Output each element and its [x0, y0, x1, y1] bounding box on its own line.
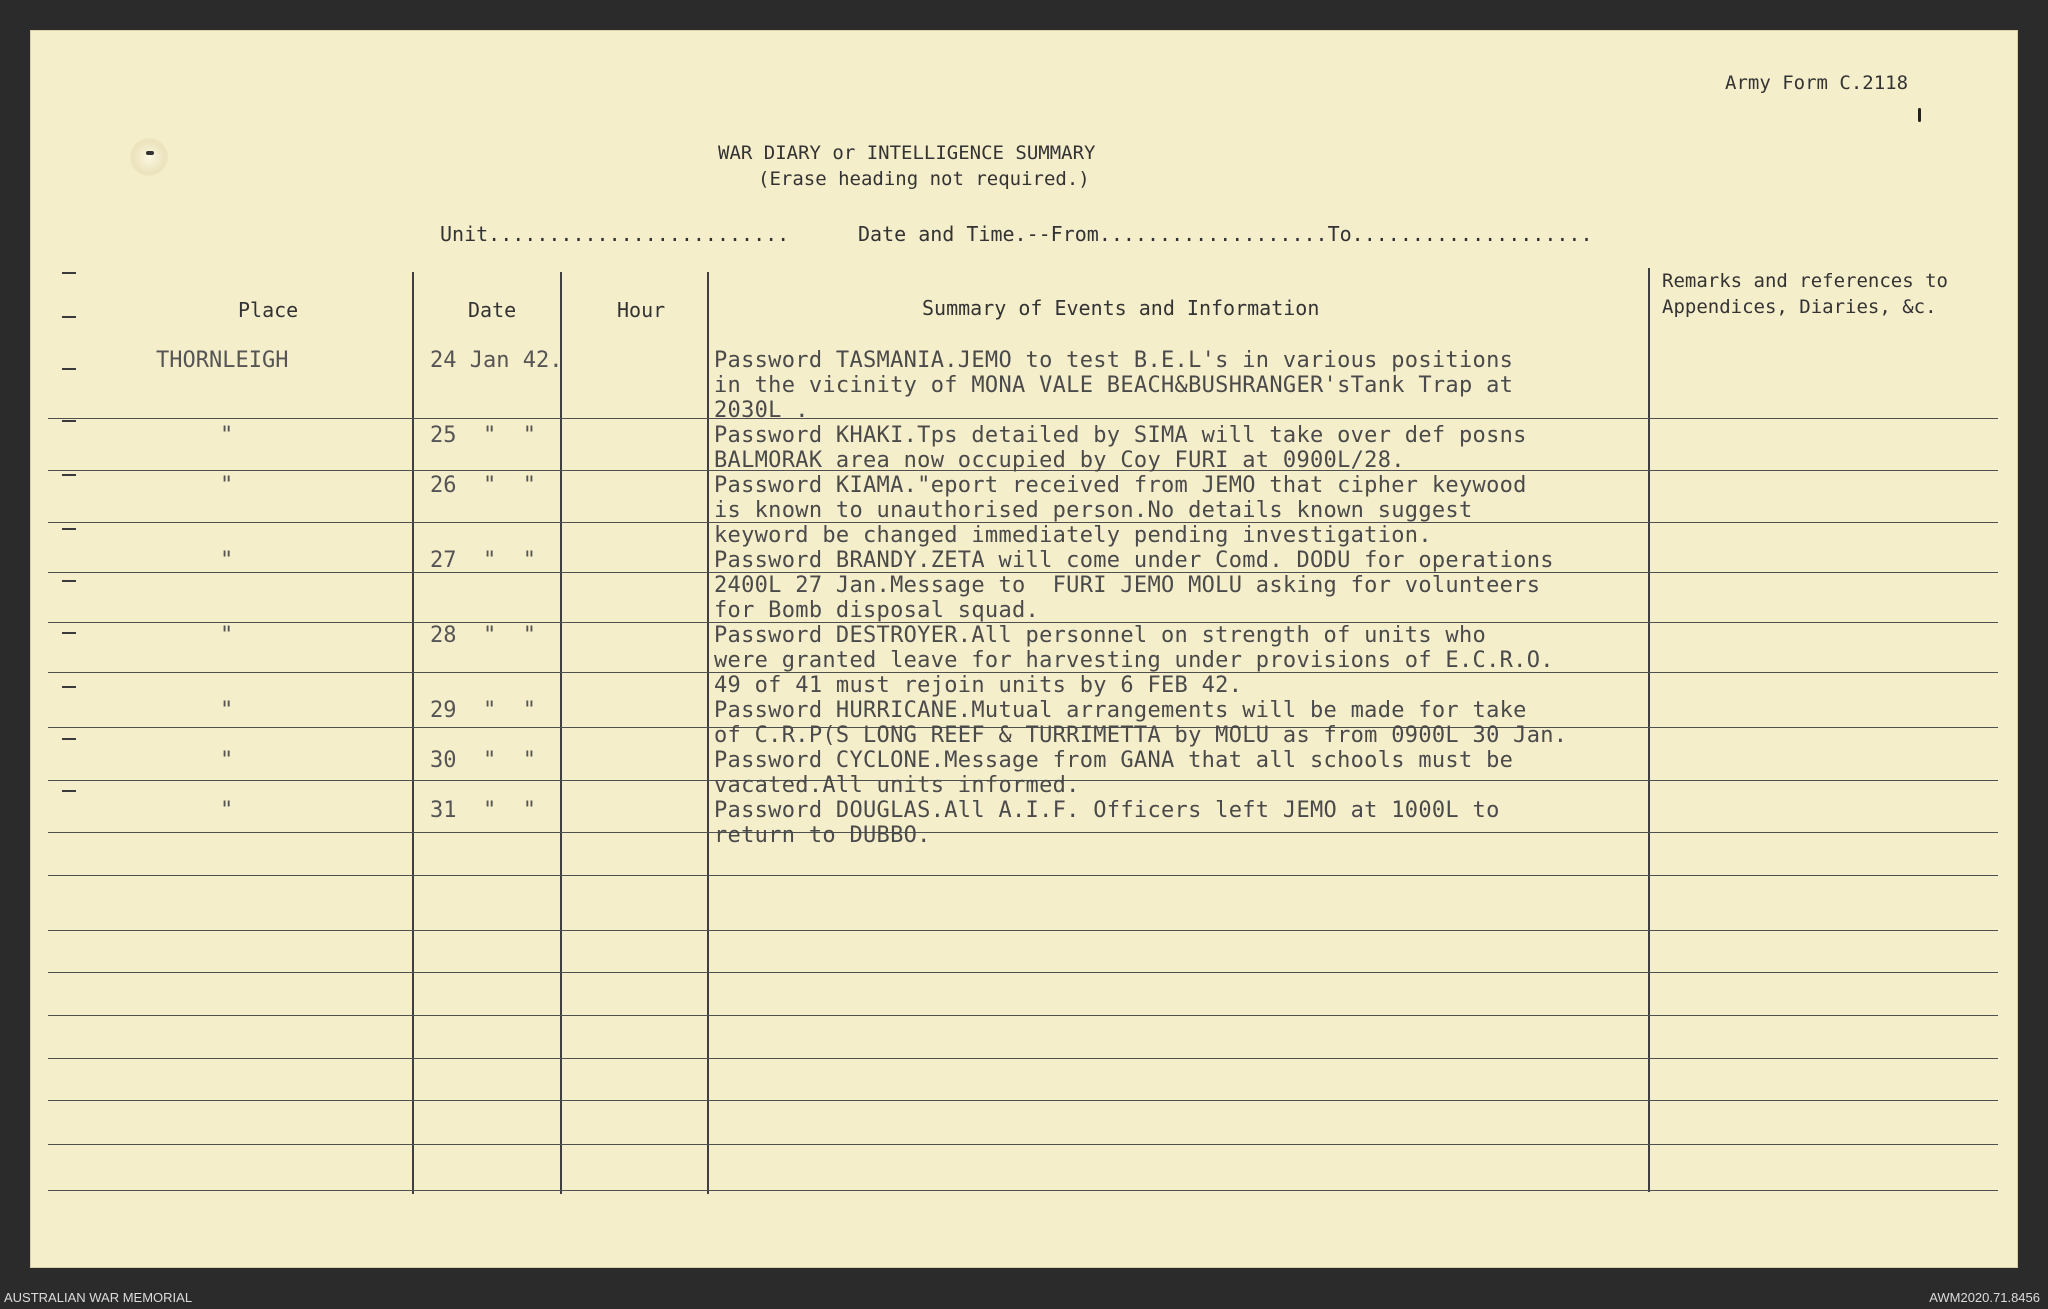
entry-summary-line: Password DESTROYER.All personnel on strength of units who [714, 623, 1487, 648]
entry-summary-line: keyword be changed immediately pending investigation. [714, 523, 1432, 548]
entry-summary-line: Password HURRICANE.Mutual arrangements will be made for take [714, 698, 1527, 723]
entry-date: 24 Jan 42. [430, 348, 563, 373]
ruled-line [48, 832, 1998, 833]
entry-place: " [220, 623, 234, 648]
footer-accession-number: AWM2020.71.8456 [1929, 1290, 2040, 1305]
ruled-line [48, 1190, 1998, 1191]
entry-summary-line: of C.R.P(S LONG REEF & TURRIMETTA by MOLU as from 0900L 30 Jan. [714, 723, 1568, 748]
entry-summary-line: were granted leave for harvesting under provisions of E.C.R.O. [714, 648, 1554, 673]
entry-summary-line: Password KHAKI.Tps detailed by SIMA will take over def posns [714, 423, 1527, 448]
ruled-line [48, 972, 1998, 973]
entry-place: " [220, 748, 234, 773]
punch-hole-mark [146, 151, 154, 155]
column-rule-remarks [1648, 268, 1650, 1192]
ruled-line [48, 875, 1998, 876]
ruled-line [48, 1100, 1998, 1101]
header-hour: Hour [617, 298, 666, 322]
entry-date: 30 " " [430, 748, 536, 773]
entry-summary-line: Password DOUGLAS.All A.I.F. Officers left JEMO at 1000L to [714, 798, 1500, 823]
header-summary: Summary of Events and Information [922, 296, 1320, 320]
entry-date: 28 " " [430, 623, 536, 648]
entry-date: 31 " " [430, 798, 536, 823]
ink-mark [1918, 108, 1921, 122]
column-rule-date [412, 272, 414, 1194]
ruled-line [48, 1144, 1998, 1145]
entry-date: 25 " " [430, 423, 536, 448]
entry-place: " [220, 698, 234, 723]
entry-summary-line: in the vicinity of MONA VALE BEACH&BUSHRANGER'sTank Trap at [714, 373, 1514, 398]
margin-tick [62, 580, 76, 582]
entry-summary-line: for Bomb disposal squad. [714, 598, 1040, 623]
header-date: Date [468, 298, 517, 322]
punch-hole [130, 138, 168, 176]
header-remarks-line1: Remarks and references to [1662, 270, 1948, 292]
margin-tick [62, 738, 76, 740]
margin-tick [62, 528, 76, 530]
ruled-line [48, 930, 1998, 931]
margin-tick [62, 474, 76, 476]
column-rule-hour [560, 272, 562, 1194]
entry-date: 27 " " [430, 548, 536, 573]
margin-tick [62, 316, 76, 318]
margin-tick [62, 790, 76, 792]
entry-place: " [220, 548, 234, 573]
ruled-line [48, 1015, 1998, 1016]
entry-summary-line: return to DUBBO. [714, 823, 931, 848]
page-subtitle: (Erase heading not required.) [758, 168, 1090, 190]
date-time-field: Date and Time.--From...................To.................... [858, 222, 1593, 246]
entry-place: " [220, 423, 234, 448]
entry-summary-line: Password BRANDY.ZETA will come under Comd. DODU for operations [714, 548, 1554, 573]
entry-summary-line: 49 of 41 must rejoin units by 6 FEB 42. [714, 673, 1243, 698]
column-rule-summary [707, 272, 709, 1194]
header-place: Place [238, 298, 299, 322]
entry-summary-line: 2400L 27 Jan.Message to FURI JEMO MOLU asking for volunteers [714, 573, 1541, 598]
entry-summary-line: 2030L . [714, 398, 809, 423]
margin-tick [62, 272, 76, 274]
entry-summary-line: Password CYCLONE.Message from GANA that all schools must be [714, 748, 1514, 773]
entry-summary-line: vacated.All units informed. [714, 773, 1080, 798]
unit-field: Unit......................... [440, 222, 790, 246]
margin-tick [62, 420, 76, 422]
entry-place: " [220, 798, 234, 823]
margin-tick [62, 686, 76, 688]
entry-date: 26 " " [430, 473, 536, 498]
ruled-line [48, 418, 1998, 419]
header-remarks-line2: Appendices, Diaries, &c. [1662, 296, 1937, 318]
entry-summary-line: BALMORAK area now occupied by Coy FURI at 0900L/28. [714, 448, 1405, 473]
entry-place: " [220, 473, 234, 498]
entry-summary-line: Password TASMANIA.JEMO to test B.E.L's in various positions [714, 348, 1514, 373]
ruled-line [48, 1058, 1998, 1059]
page-title: WAR DIARY or INTELLIGENCE SUMMARY [718, 142, 1096, 164]
form-id: Army Form C.2118 [1725, 72, 1909, 94]
entry-summary-line: Password KIAMA."eport received from JEMO that cipher keywood [714, 473, 1527, 498]
margin-tick [62, 368, 76, 370]
entry-place: THORNLEIGH [156, 348, 289, 373]
footer-credit: AUSTRALIAN WAR MEMORIAL [4, 1290, 193, 1305]
entry-summary-line: is known to unauthorised person.No details known suggest [714, 498, 1473, 523]
margin-tick [62, 632, 76, 634]
entry-date: 29 " " [430, 698, 536, 723]
